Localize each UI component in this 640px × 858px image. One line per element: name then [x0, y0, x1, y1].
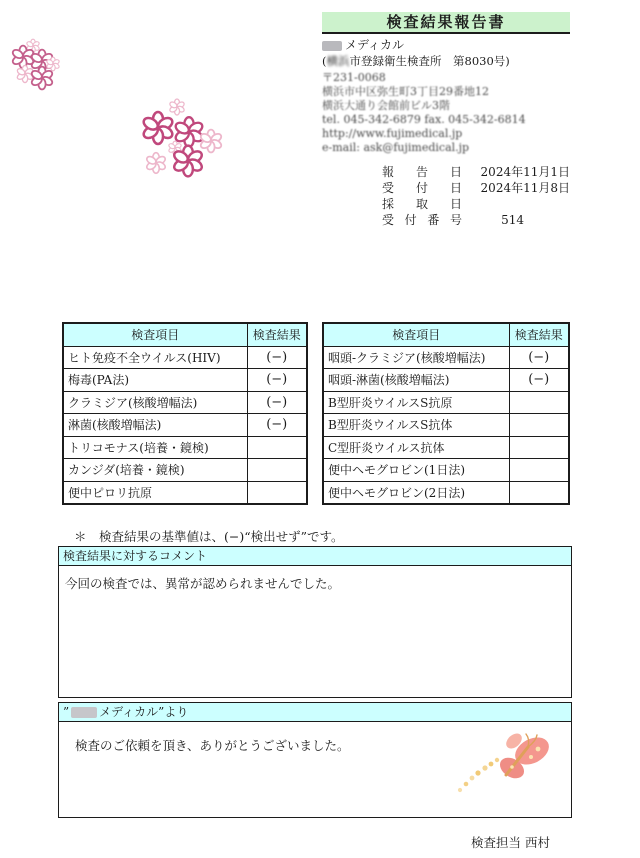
test-table-left [62, 322, 308, 505]
table-row [63, 346, 307, 369]
thanks-box-body [59, 722, 571, 800]
clinic-telfax: tel. 045-342-6879 fax. 045-342-6814 [322, 113, 526, 126]
receipt-number-row [382, 212, 570, 228]
table-row [63, 369, 307, 392]
report-meta [382, 164, 570, 228]
thanks-box [58, 702, 572, 818]
table-row [323, 459, 569, 482]
table-row [323, 481, 569, 504]
thanks-text: 検査のご依頼を頂き、ありがとうございました。 [75, 738, 350, 753]
reference-note: ＊ 検査結果の基準値は、(−)“検出せず”です。 [74, 529, 344, 544]
table-row [323, 414, 569, 437]
table-row [323, 391, 569, 414]
test-result: (−) [247, 391, 307, 414]
redaction-blob [322, 41, 342, 51]
table-row [323, 369, 569, 392]
sakura-decoration [0, 0, 240, 200]
receipt-date-value: 2024年11月8日 [480, 181, 570, 195]
clinic-url: http://www.fujimedical.jp [322, 127, 463, 140]
test-result: (−) [509, 369, 569, 392]
thanks-box-header: ” メディカル”より [59, 703, 571, 722]
receipt-number-label: 受付番号 [382, 213, 462, 227]
test-item: クラミジア(核酸増幅法) [63, 391, 247, 414]
test-result [509, 391, 569, 414]
test-item: B型肝炎ウイルスS抗体 [323, 414, 509, 437]
test-result: (−) [247, 414, 307, 437]
table-row [63, 459, 307, 482]
test-result [509, 414, 569, 437]
test-result [247, 459, 307, 482]
test-item: C型肝炎ウイルス抗体 [323, 436, 509, 459]
test-result [509, 436, 569, 459]
test-result: (−) [247, 346, 307, 369]
receipt-date-label: 受付日 [382, 181, 462, 195]
comment-box-body: 今回の検査では、異常が認められませんでした。 [65, 576, 341, 591]
test-result [247, 436, 307, 459]
report-date-value: 2024年11月1日 [480, 165, 570, 179]
test-table-right [322, 322, 570, 505]
test-result [509, 459, 569, 482]
clinic-postal: 〒231-0068 [322, 71, 386, 84]
comment-box-header: 検査結果に対するコメント [59, 547, 571, 566]
butterfly-icon [452, 723, 557, 798]
test-item: 淋菌(核酸増幅法) [63, 414, 247, 437]
table-row [63, 391, 307, 414]
report-date-row [382, 164, 570, 180]
test-result [247, 481, 307, 504]
table-row [323, 436, 569, 459]
column-header-item: 検査項目 [63, 323, 247, 346]
test-result: (−) [509, 346, 569, 369]
comment-box [58, 546, 572, 698]
table-row [63, 414, 307, 437]
clinic-name [322, 37, 577, 53]
test-item: 便中ヘモグロビン(2日法) [323, 481, 509, 504]
test-result [509, 481, 569, 504]
collection-date-label: 採取日 [382, 197, 462, 211]
redaction-blob [71, 707, 97, 718]
clinic-info [322, 37, 577, 155]
test-item: 咽頭-淋菌(核酸増幅法) [323, 369, 509, 392]
page-title: 検査結果報告書 [322, 12, 570, 34]
test-item: B型肝炎ウイルスS抗原 [323, 391, 509, 414]
test-result: (−) [247, 369, 307, 392]
report-date-label: 報告日 [382, 165, 462, 179]
test-item: 便中ピロリ抗原 [63, 481, 247, 504]
table-header-row [63, 323, 307, 346]
test-item: 咽頭-クラミジア(核酸増幅法) [323, 346, 509, 369]
staff-signature: 検査担当 西村 [471, 835, 550, 850]
clinic-registration-blur: 横浜 [326, 54, 350, 68]
test-item: カンジダ(培養・鏡検) [63, 459, 247, 482]
clinic-name-text: メディカル [345, 38, 405, 52]
clinic-address2: 横浜大通り会館前ビル3階 [322, 99, 450, 112]
receipt-date-row [382, 180, 570, 196]
receipt-number-value: 514 [501, 213, 524, 227]
clinic-address1: 横浜市中区弥生町3丁目29番地12 [322, 85, 489, 98]
test-item: トリコモナス(培養・鏡検) [63, 436, 247, 459]
table-row [63, 436, 307, 459]
table-header-row [323, 323, 569, 346]
test-item: 梅毒(PA法) [63, 369, 247, 392]
column-header-result: 検査結果 [509, 323, 569, 346]
column-header-item: 検査項目 [323, 323, 509, 346]
column-header-result: 検査結果 [247, 323, 307, 346]
table-row [323, 346, 569, 369]
clinic-registration: (横浜市登録衛生検査所 第8030号) [322, 54, 510, 68]
collection-date-row [382, 196, 570, 212]
test-item: 便中ヘモグロビン(1日法) [323, 459, 509, 482]
clinic-email: e-mail: ask@fujimedical.jp [322, 141, 470, 154]
table-row [63, 481, 307, 504]
test-item: ヒト免疫不全ウイルス(HIV) [63, 346, 247, 369]
